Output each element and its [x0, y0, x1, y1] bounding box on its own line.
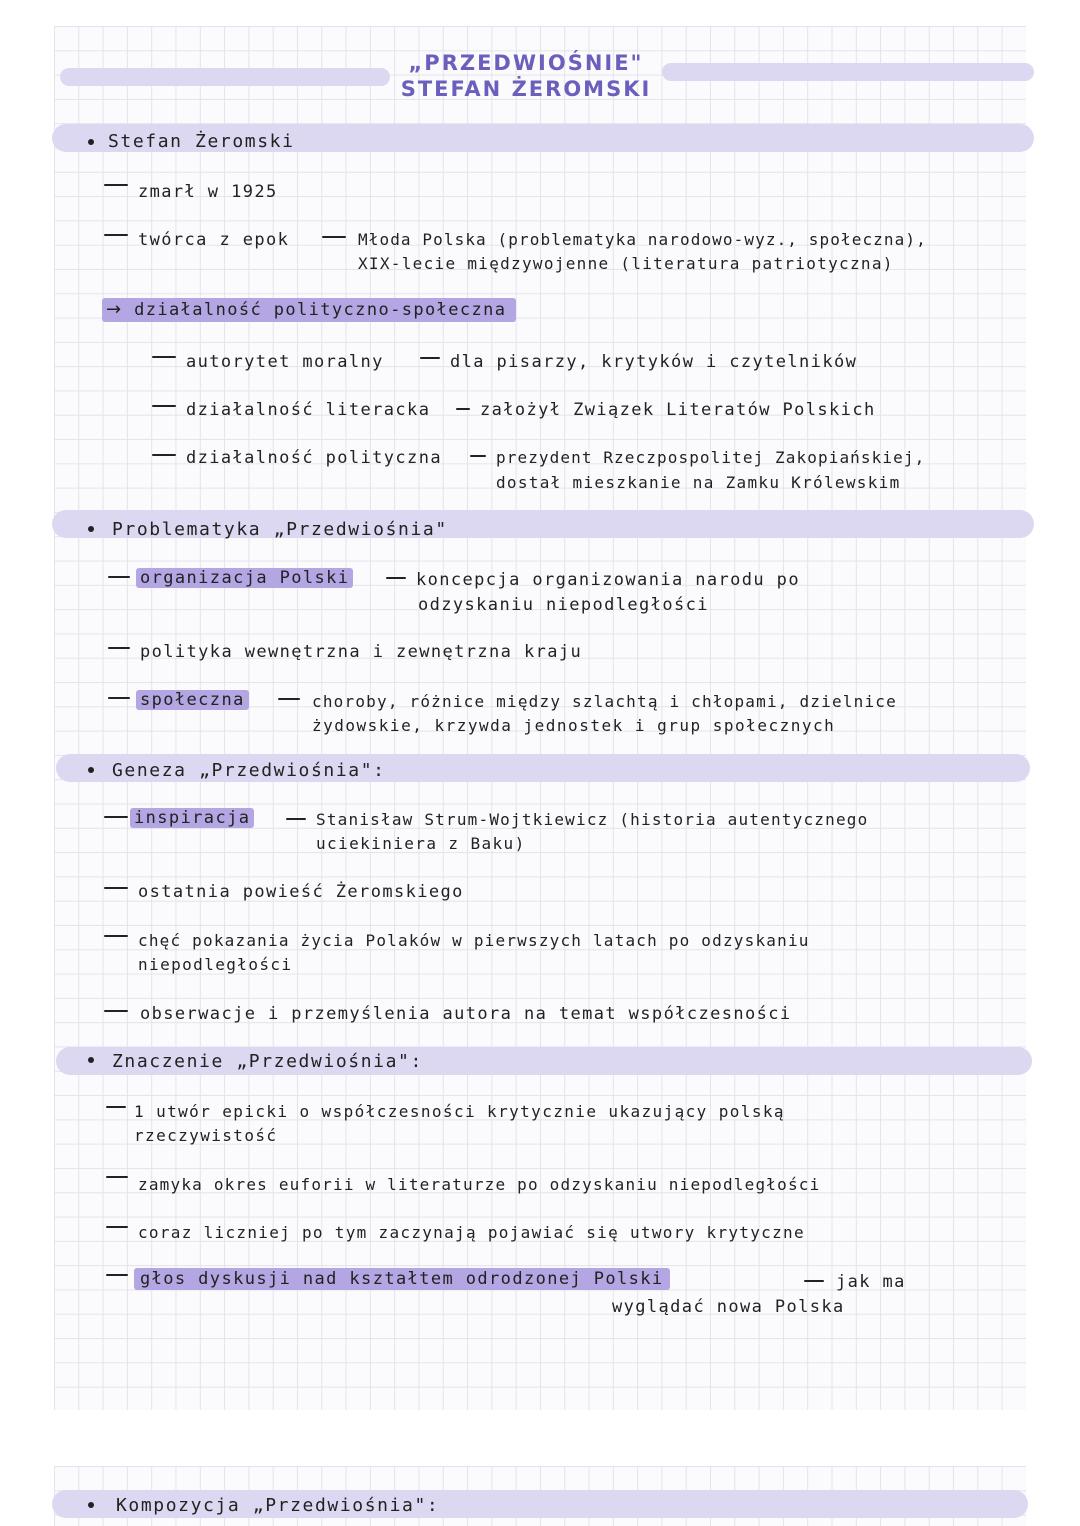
highlight	[102, 298, 516, 322]
section-heading-problematyka: Problematyka „Przedwiośnia"	[112, 519, 448, 540]
dash	[106, 1274, 128, 1276]
subitem-text: prezydent Rzeczpospolitej Zakopiańskiej,	[496, 448, 926, 467]
highlight: inspiracja	[130, 808, 254, 828]
dash	[104, 1010, 128, 1012]
list-item-text: wyglądać nowa Polska	[612, 1297, 845, 1317]
dash	[152, 454, 176, 456]
section-heading-znaczenie: Znaczenie „Przedwiośnia":	[112, 1051, 423, 1072]
subitem-text: dla pisarzy, krytyków i czytelników	[450, 352, 858, 372]
dash	[386, 577, 406, 579]
bullet	[88, 139, 94, 145]
list-item-label	[130, 806, 254, 830]
list-item-text: odzyskaniu niepodległości	[418, 595, 709, 615]
list-item-label	[136, 688, 249, 712]
subitem-label: działalność literacka	[186, 400, 431, 420]
dash	[278, 698, 300, 700]
dash	[322, 236, 346, 238]
highlight: głos dyskusji nad kształtem odrodzonej Polski	[134, 1268, 670, 1290]
subheading-text: działalność polityczno-społeczna	[134, 300, 507, 320]
dash	[286, 818, 306, 820]
subitem-text: dostał mieszkanie na Zamku Królewskim	[496, 473, 901, 492]
highlight: organizacja Polski	[136, 568, 353, 588]
dash	[108, 697, 130, 699]
dash	[420, 357, 440, 359]
list-item-label: twórca z epok	[138, 230, 290, 250]
list-item: coraz liczniej po tym zaczynają pojawiać się utwory krytyczne	[138, 1223, 805, 1242]
list-item-text: choroby, różnice między szlachtą i chłopami, dzielnice	[312, 692, 897, 711]
dash	[104, 816, 128, 818]
list-item-text: rzeczywistość	[134, 1126, 278, 1145]
list-item-text: żydowskie, krzywda jednostek i grup społecznych	[312, 716, 836, 735]
title-bar-right	[662, 63, 1034, 81]
dash	[104, 935, 128, 937]
dash	[456, 408, 470, 410]
dash	[104, 234, 128, 236]
list-item-text: uciekiniera z Baku)	[316, 834, 526, 853]
bullet	[88, 767, 94, 773]
page-title	[390, 50, 662, 102]
list-item: ostatnia powieść Żeromskiego	[138, 882, 464, 902]
dash	[470, 455, 486, 457]
subheading-dzialalnosc	[102, 298, 516, 322]
list-item-label	[136, 566, 353, 590]
dash	[152, 405, 176, 407]
arrow-right-icon: →	[106, 299, 123, 320]
subitem-text: założył Związek Literatów Polskich	[480, 400, 876, 420]
bullet	[88, 1502, 94, 1508]
section-heading-stefan: Stefan Żeromski	[108, 131, 295, 152]
title-line-2: STEFAN ŻEROMSKI	[400, 77, 652, 101]
section-heading-kompozycja: Kompozycja „Przedwiośnia":	[116, 1495, 440, 1516]
dash	[108, 576, 130, 578]
section-heading-geneza: Geneza „Przedwiośnia":	[112, 760, 386, 781]
dash	[108, 647, 130, 649]
dash	[106, 1106, 126, 1108]
list-item-text: niepodległości	[138, 955, 293, 974]
title-bar-left	[60, 68, 390, 86]
list-item: obserwacje i przemyślenia autora na temat współczesności	[140, 1004, 792, 1024]
bullet	[88, 1057, 94, 1063]
list-item-text: Młoda Polska (problematyka narodowo-wyz., społeczna),	[358, 230, 927, 249]
list-item: zamyka okres euforii w literaturze po odzyskaniu niepodległości	[138, 1175, 821, 1194]
list-item: polityka wewnętrzna i zewnętrzna kraju	[140, 642, 583, 662]
list-item-text: chęć pokazania życia Polaków w pierwszych latach po odzyskaniu	[138, 931, 810, 950]
dash	[106, 1226, 128, 1228]
dash	[106, 1176, 128, 1178]
list-item-text: Stanisław Strum-Wojtkiewicz (historia autentycznego	[316, 810, 869, 829]
list-item-text: 1 utwór epicki o współczesności krytycznie ukazujący polską	[134, 1102, 785, 1121]
bullet	[88, 526, 94, 532]
title-line-1: „PRZEDWIOŚNIE"	[408, 51, 644, 75]
highlight: społeczna	[136, 690, 249, 710]
list-item-text: jak ma	[836, 1272, 906, 1292]
dash	[804, 1280, 824, 1282]
subitem-label: działalność polityczna	[186, 448, 442, 468]
dash	[152, 356, 176, 358]
list-item-text: koncepcja organizowania narodu po	[416, 570, 800, 590]
dash	[104, 887, 128, 889]
list-item-label	[134, 1267, 670, 1291]
subitem-label: autorytet moralny	[186, 352, 384, 372]
list-item-text: XIX-lecie międzywojenne (literatura patriotyczna)	[358, 254, 894, 273]
dash	[104, 184, 128, 186]
list-item: zmarł w 1925	[138, 182, 278, 202]
